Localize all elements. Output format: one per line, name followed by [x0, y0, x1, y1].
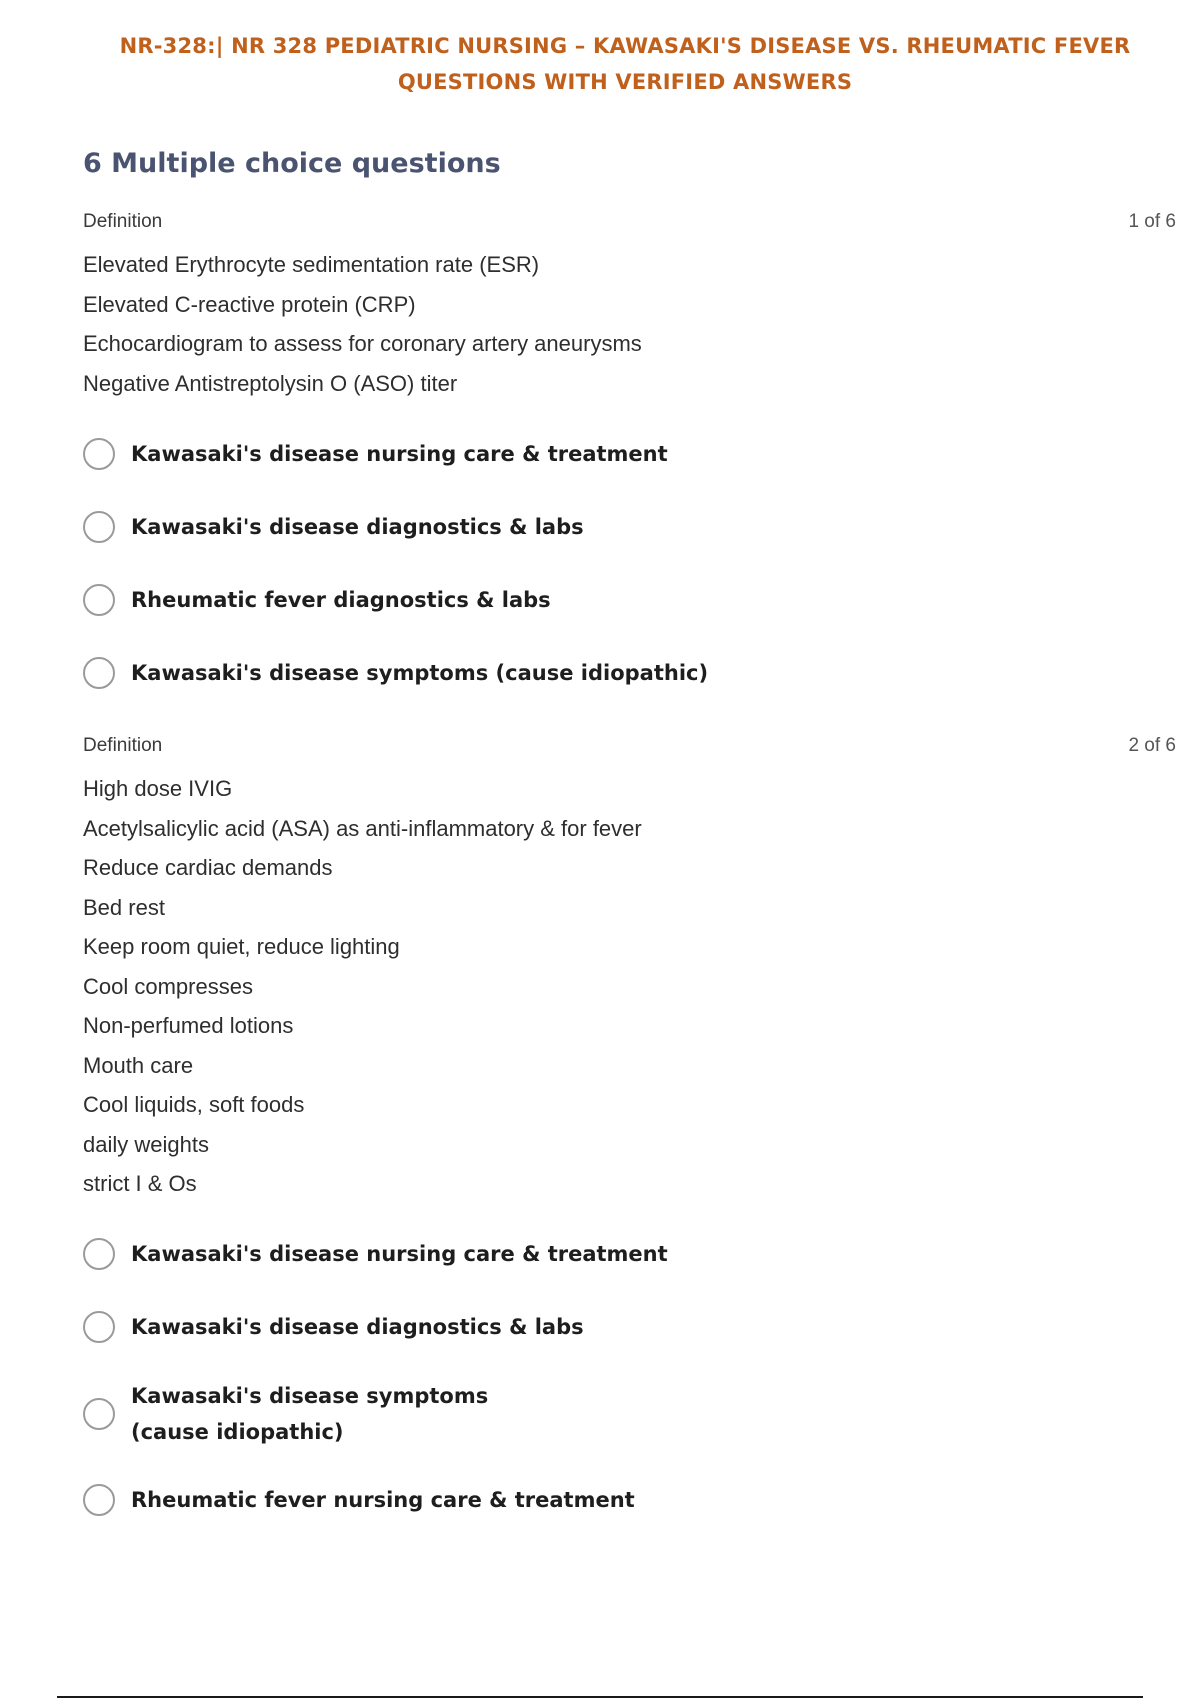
answer-options [83, 417, 1176, 709]
definition-line: Echocardiogram to assess for coronary artery aneurysms [83, 331, 642, 356]
answer-option-label: Kawasaki's disease symptoms (cause idiopathic) [131, 660, 709, 685]
definition-line: High dose IVIG [83, 776, 233, 801]
document-header [60, 28, 1190, 100]
answer-option[interactable] [83, 1364, 1176, 1464]
question-label: Definition [83, 735, 163, 756]
radio-button[interactable] [83, 657, 115, 689]
answer-option-label-line: (cause idiopathic) [131, 1419, 344, 1444]
definition-line: Acetylsalicylic acid (ASA) as anti-inflammatory & for fever [83, 815, 642, 841]
question-counter: 2 of 6 [1128, 735, 1176, 756]
question-2 [83, 731, 1176, 1537]
answer-option[interactable] [83, 636, 1176, 709]
definition-line: Elevated Erythrocyte sedimentation rate (ESR) [83, 252, 540, 277]
answer-option[interactable] [83, 490, 1176, 563]
answer-option-label: Kawasaki's disease diagnostics & labs [131, 514, 584, 539]
answer-option[interactable] [83, 417, 1176, 490]
header-line-2: QUESTIONS WITH VERIFIED ANSWERS [397, 70, 853, 94]
radio-button[interactable] [83, 1484, 115, 1516]
answer-option-label: Kawasaki's disease nursing care & treatment [131, 1242, 668, 1266]
definition-line: daily weights [83, 1131, 209, 1157]
question-label: Definition [83, 211, 163, 232]
definition-list [83, 245, 1176, 403]
question-header [83, 207, 1176, 237]
definition-line: Negative Antistreptolysin O (ASO) titer [83, 370, 458, 396]
answer-option-label: Rheumatic fever nursing care & treatment [131, 1488, 635, 1512]
answer-option[interactable] [83, 1218, 1176, 1291]
question-header [83, 731, 1176, 761]
answer-option-label [131, 1378, 488, 1450]
question-counter: 1 of 6 [1128, 211, 1176, 232]
header-line-1: NR-328:| NR 328 PEDIATRIC NURSING – KAWASAKI'S DISEASE VS. RHEUMATIC FEVER [119, 34, 1131, 58]
answer-option-label: Kawasaki's disease diagnostics & labs [131, 1315, 584, 1339]
radio-button[interactable] [83, 1398, 115, 1430]
footer-divider [57, 1696, 1143, 1698]
answer-option[interactable] [83, 1464, 1176, 1537]
answer-option[interactable] [83, 1291, 1176, 1364]
question-1 [83, 207, 1176, 709]
definition-line: Mouth care [83, 1052, 194, 1078]
radio-button[interactable] [83, 1238, 115, 1270]
radio-button[interactable] [83, 1311, 115, 1343]
definition-line: Elevated C-reactive protein (CRP) [83, 291, 416, 317]
radio-button[interactable] [83, 584, 115, 616]
definition-list [83, 769, 1176, 1204]
definition-line: strict I & Os [83, 1171, 197, 1196]
answer-options [83, 1218, 1176, 1537]
definition-line: Cool compresses [83, 973, 253, 999]
answer-option-label-line: Kawasaki's disease symptoms [131, 1383, 489, 1408]
definition-line: Non-perfumed lotions [83, 1013, 294, 1038]
section-title: 6 Multiple choice questions [83, 148, 501, 179]
answer-option-label: Rheumatic fever diagnostics & labs [131, 587, 551, 612]
answer-option-label: Kawasaki's disease nursing care & treatment [131, 441, 668, 466]
radio-button[interactable] [83, 438, 115, 470]
definition-line: Keep room quiet, reduce lighting [83, 934, 400, 959]
definition-line: Cool liquids, soft foods [83, 1092, 305, 1117]
definition-line: Bed rest [83, 894, 165, 920]
definition-line: Reduce cardiac demands [83, 855, 333, 880]
answer-option[interactable] [83, 563, 1176, 636]
radio-button[interactable] [83, 511, 115, 543]
